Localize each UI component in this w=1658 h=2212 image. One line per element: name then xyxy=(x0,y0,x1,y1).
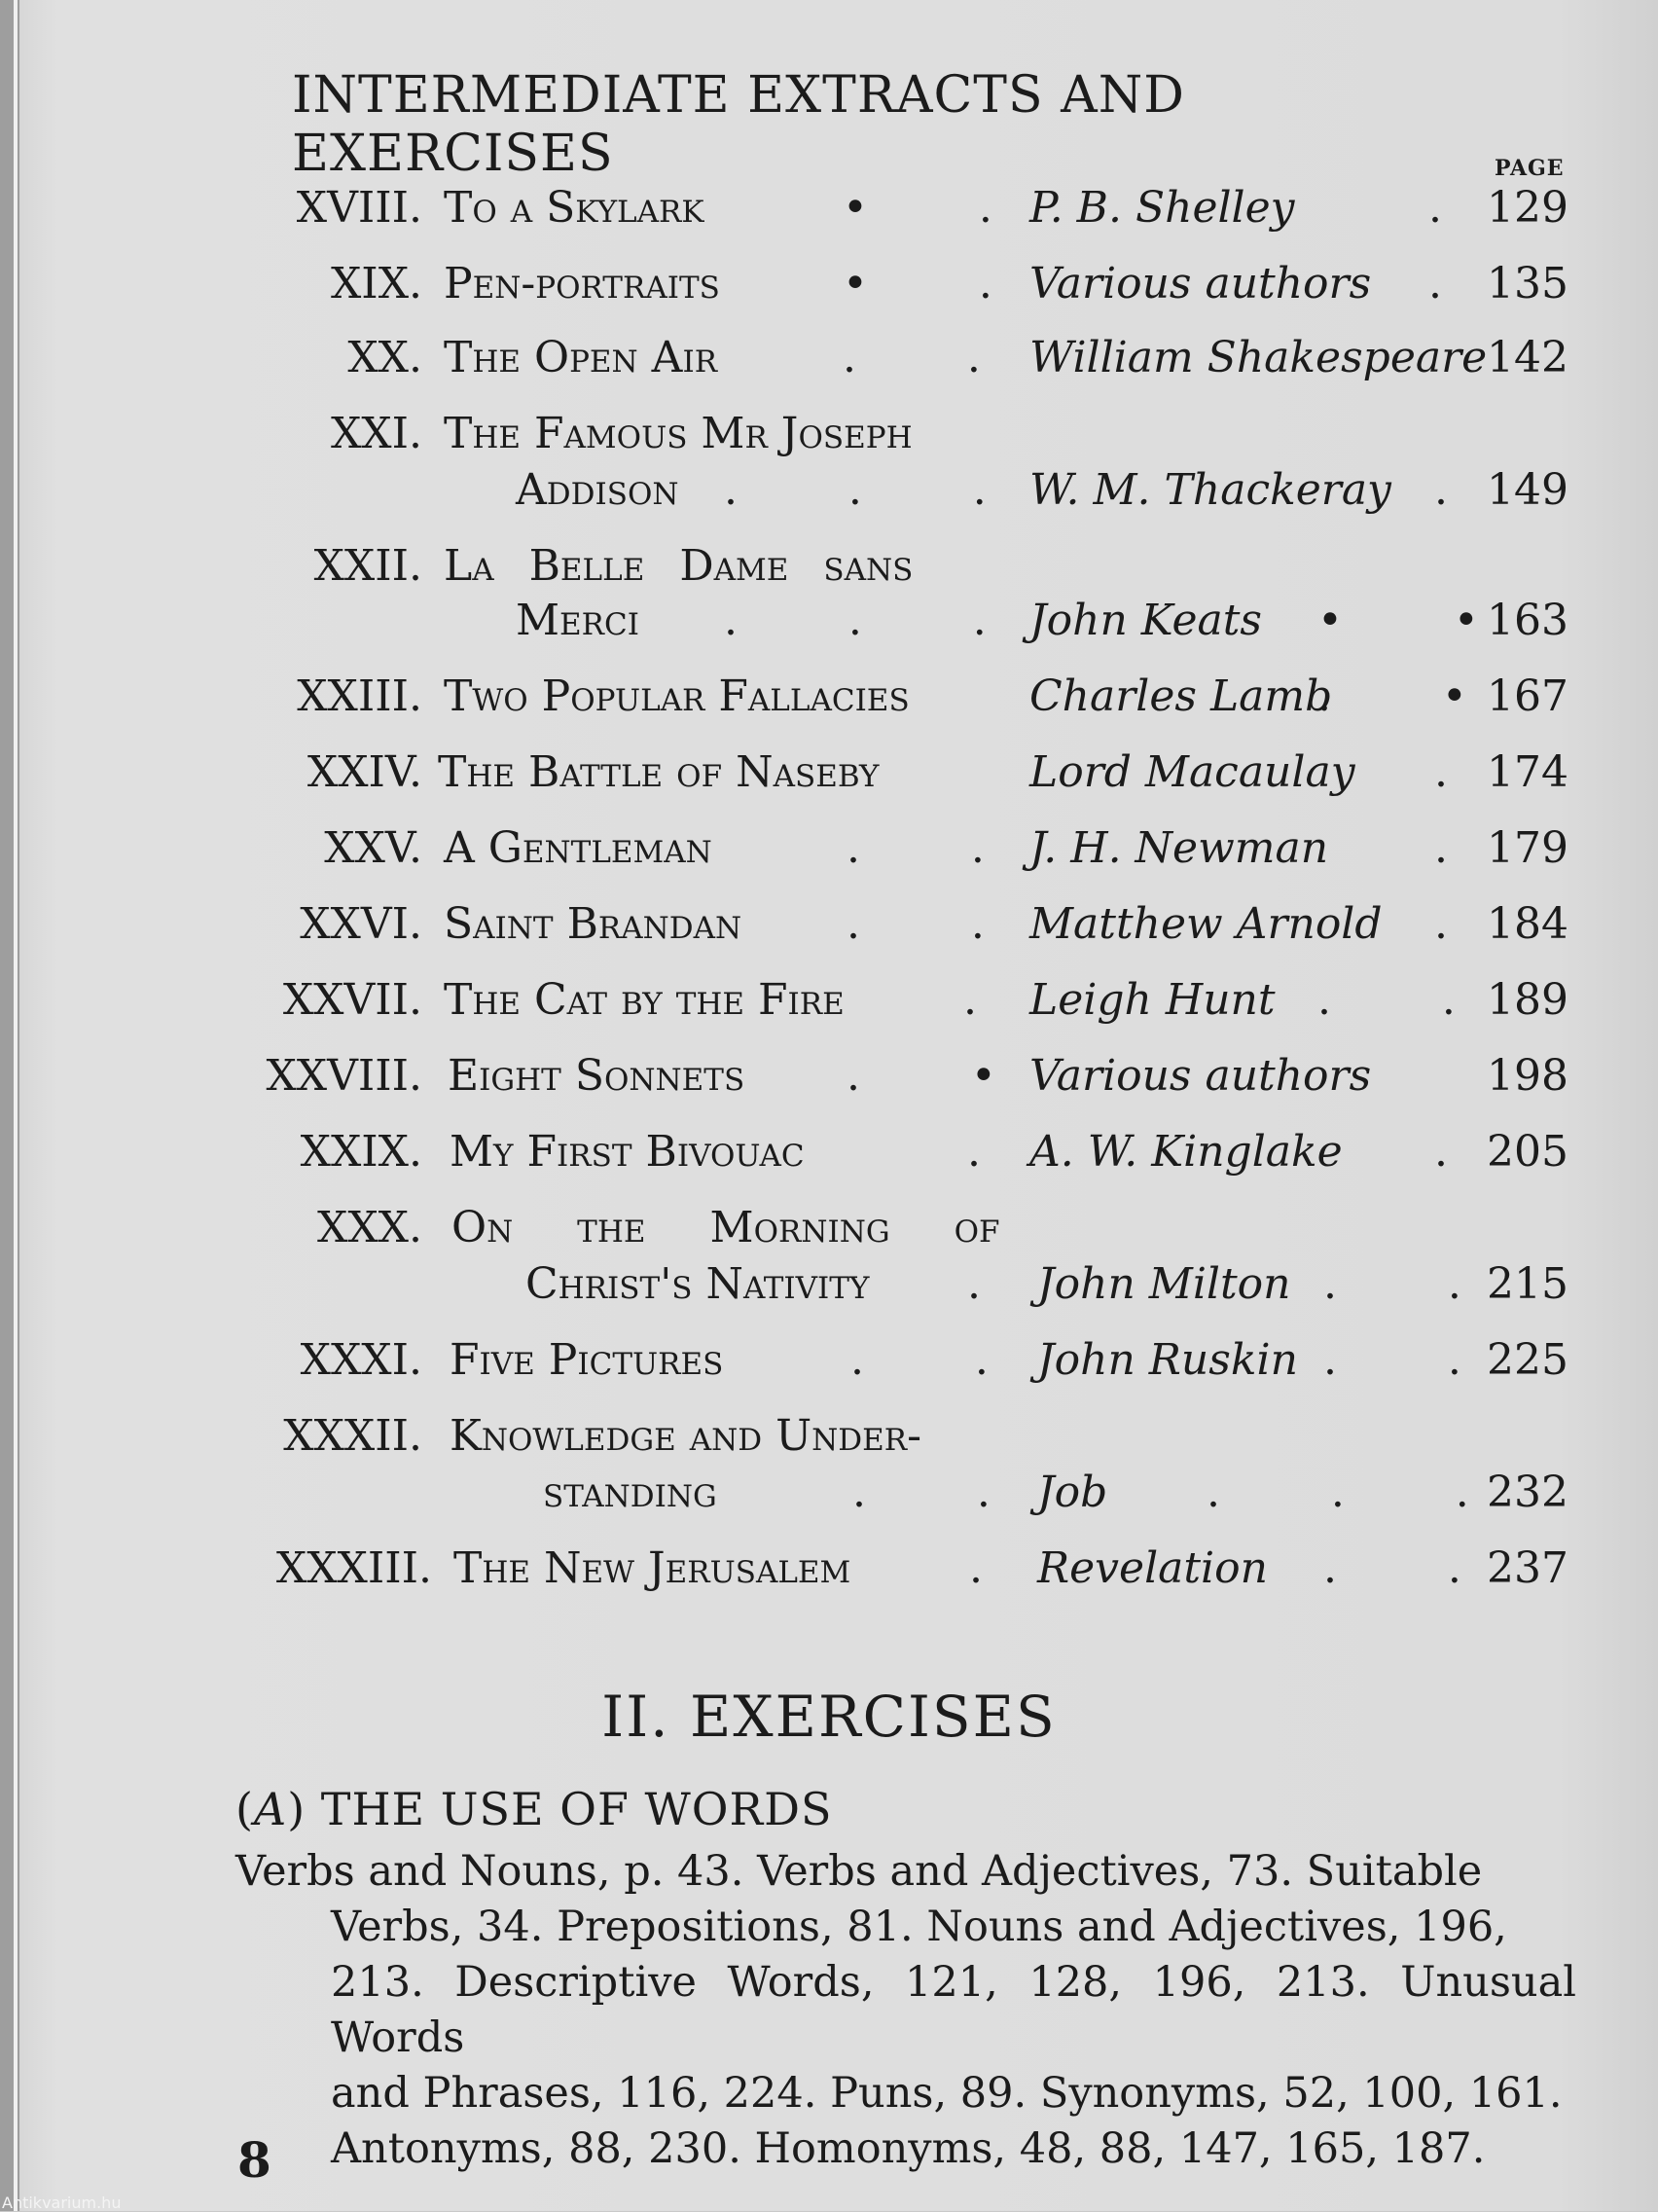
leader-dots: . . xyxy=(847,823,987,873)
leader-dots: . xyxy=(1434,465,1450,515)
entry-title: On the Morning of xyxy=(451,1203,1000,1252)
toc-entry xyxy=(0,823,1658,882)
leader-dots: . . . xyxy=(1207,1468,1471,1517)
entry-title: Saint Brandan xyxy=(444,899,742,949)
entry-page: 184 xyxy=(1487,899,1568,949)
entry-title: Pen-portraits xyxy=(444,259,720,308)
toc-entry-continuation xyxy=(0,1468,1658,1526)
toc-entry xyxy=(0,409,1658,467)
entry-title: The Open Air xyxy=(444,333,718,382)
leader-dots: • . xyxy=(843,259,994,308)
paragraph-line: Verbs and Nouns, p. 43. Verbs and Adjectives, 73. Suitable xyxy=(235,1847,1483,1896)
entry-title: The Famous Mr Joseph xyxy=(444,409,913,458)
entry-author: Matthew Arnold xyxy=(1029,899,1383,949)
entry-author: Job xyxy=(1037,1468,1108,1517)
entry-title: Knowledge and Under- xyxy=(450,1411,921,1461)
subsection-prefix: ( xyxy=(235,1783,254,1835)
entry-author: Charles Lamb xyxy=(1029,671,1333,721)
leader-dots: . xyxy=(1428,183,1444,233)
entry-title: The New Jerusalem xyxy=(453,1543,851,1593)
entry-numeral: XXXIII. xyxy=(275,1543,432,1593)
entry-page: 237 xyxy=(1487,1543,1568,1593)
entry-title: La Belle Dame sans xyxy=(444,541,914,591)
toc-entry xyxy=(0,541,1658,599)
entry-author: W. M. Thackeray xyxy=(1029,465,1391,515)
entry-author: Various authors xyxy=(1029,259,1372,308)
page-column-label: PAGE xyxy=(1495,156,1565,181)
entry-page: 142 xyxy=(1487,333,1568,382)
leader-dots: . . xyxy=(1323,1335,1463,1385)
entry-title: Two Popular Fallacies xyxy=(444,671,910,721)
toc-entry xyxy=(0,747,1658,806)
entry-title: Five Pictures xyxy=(450,1335,724,1385)
entry-title-continued: Merci xyxy=(516,596,639,645)
leader-dots: . . xyxy=(1317,975,1458,1025)
entry-numeral: XXXI. xyxy=(300,1335,422,1385)
leader-dots: . xyxy=(967,1259,983,1309)
entry-title: To a Skylark xyxy=(444,183,704,233)
page-number: 8 xyxy=(237,2131,271,2189)
entry-page: 135 xyxy=(1487,259,1568,308)
entry-author: A. W. Kinglake xyxy=(1029,1127,1343,1177)
entry-title: A Gentleman xyxy=(444,823,712,873)
entry-author: P. B. Shelley xyxy=(1029,183,1295,233)
leader-dots: . . xyxy=(1323,1259,1463,1309)
entry-title: The Battle of Naseby xyxy=(438,747,880,797)
entry-numeral: XXVI. xyxy=(300,899,422,949)
entry-numeral: XIX. xyxy=(330,259,422,308)
leader-dots: . . xyxy=(847,899,987,949)
toc-entry xyxy=(0,1335,1658,1394)
entry-author: John Ruskin xyxy=(1037,1335,1298,1385)
toc-entry-continuation xyxy=(0,1259,1658,1318)
leader-dots: . xyxy=(1428,259,1444,308)
entry-page: 215 xyxy=(1487,1259,1568,1309)
entry-author: John Keats xyxy=(1029,596,1263,645)
entry-title-continued: Addison xyxy=(516,465,679,515)
entry-numeral: XX. xyxy=(347,333,422,382)
entry-numeral: XXIX. xyxy=(300,1127,422,1177)
leader-dots: • • xyxy=(1317,596,1481,645)
entry-page: 205 xyxy=(1487,1127,1568,1177)
toc-entry xyxy=(0,1411,1658,1469)
toc-entry xyxy=(0,1203,1658,1261)
paragraph-line: 213. Descriptive Words, 121, 128, 196, 213. Unusual Words xyxy=(331,1958,1576,2062)
entry-page: 149 xyxy=(1487,465,1568,515)
entry-page: 179 xyxy=(1487,823,1568,873)
entry-numeral: XXI. xyxy=(330,409,422,458)
subsection-heading xyxy=(235,1783,833,1835)
leader-dots: . xyxy=(969,1543,985,1593)
entry-numeral: XXX. xyxy=(317,1203,422,1252)
leader-dots: . • xyxy=(1317,671,1469,721)
toc-entry xyxy=(0,259,1658,317)
paragraph-line: Antonyms, 88, 230. Homonyms, 48, 88, 147, 165, 187. xyxy=(331,2124,1486,2173)
toc-entry xyxy=(0,333,1658,391)
leader-dots: . xyxy=(1434,1127,1450,1177)
section-heading: II. EXERCISES xyxy=(601,1684,1057,1750)
toc-entry xyxy=(0,1051,1658,1109)
leader-dots: . . xyxy=(1323,1543,1463,1593)
entry-author: J. H. Newman xyxy=(1029,823,1329,873)
toc-entry xyxy=(0,1127,1658,1185)
entry-numeral: XVIII. xyxy=(296,183,422,233)
entry-author: John Milton xyxy=(1037,1259,1291,1309)
entry-page: 225 xyxy=(1487,1335,1568,1385)
entry-numeral: XXVIII. xyxy=(266,1051,422,1101)
entry-author: Revelation xyxy=(1037,1543,1268,1593)
entry-author: Lord Macaulay xyxy=(1029,747,1355,797)
entry-title: Eight Sonnets xyxy=(448,1051,745,1101)
entry-author: William Shakespeare xyxy=(1029,333,1488,382)
leader-dots: . xyxy=(1434,899,1450,949)
subsection-letter: A xyxy=(253,1783,288,1835)
leader-dots: . xyxy=(967,1127,983,1177)
leader-dots: . . xyxy=(852,1468,992,1517)
toc-entry xyxy=(0,671,1658,730)
toc-entry-continuation xyxy=(0,596,1658,654)
entry-title: My First Bivouac xyxy=(450,1127,805,1177)
toc-entry xyxy=(0,975,1658,1033)
entry-page: 129 xyxy=(1487,183,1568,233)
entry-page: 163 xyxy=(1487,596,1568,645)
leader-dots: . . . xyxy=(724,465,989,515)
leader-dots: . xyxy=(1434,823,1450,873)
watermark-text: Antikvarium.hu xyxy=(2,2194,122,2212)
paragraph-line: Verbs, 34. Prepositions, 81. Nouns and Adjectives, 196, xyxy=(331,1903,1507,1951)
subsection-label: ) THE USE OF WORDS xyxy=(287,1783,833,1835)
paragraph-line: and Phrases, 116, 224. Puns, 89. Synonyms, 52, 100, 161. xyxy=(331,2069,1563,2118)
entry-numeral: XXVII. xyxy=(282,975,422,1025)
leader-dots: . . xyxy=(850,1335,991,1385)
entry-page: 189 xyxy=(1487,975,1568,1025)
exercise-paragraph xyxy=(235,1844,1576,2177)
entry-title-continued: Christ's Nativity xyxy=(525,1259,870,1309)
toc-entry xyxy=(0,899,1658,958)
entry-numeral: XXIII. xyxy=(297,671,422,721)
entry-author: Leigh Hunt xyxy=(1029,975,1276,1025)
entry-numeral: XXV. xyxy=(324,823,422,873)
leader-dots: . xyxy=(1434,747,1450,797)
entry-numeral: XXIV. xyxy=(306,747,422,797)
toc-entry xyxy=(0,183,1658,241)
leader-dots: . . . xyxy=(724,596,989,645)
toc-entry xyxy=(0,1543,1658,1602)
entry-page: 198 xyxy=(1487,1051,1568,1101)
leader-dots: • . xyxy=(843,183,994,233)
entry-numeral: XXXII. xyxy=(283,1411,422,1461)
entry-title: The Cat by the Fire xyxy=(444,975,845,1025)
entry-title-continued: standing xyxy=(543,1468,717,1517)
entry-author: Various authors xyxy=(1029,1051,1372,1101)
leader-dots: . xyxy=(963,975,979,1025)
entry-page: 174 xyxy=(1487,747,1568,797)
running-header: INTERMEDIATE EXTRACTS AND EXERCISES xyxy=(292,66,1185,183)
leader-dots: . • xyxy=(847,1051,998,1101)
entry-page: 167 xyxy=(1487,671,1568,721)
leader-dots: . . xyxy=(843,333,983,382)
entry-page: 232 xyxy=(1487,1468,1568,1517)
entry-numeral: XXII. xyxy=(313,541,422,591)
toc-entry-continuation xyxy=(0,465,1658,524)
